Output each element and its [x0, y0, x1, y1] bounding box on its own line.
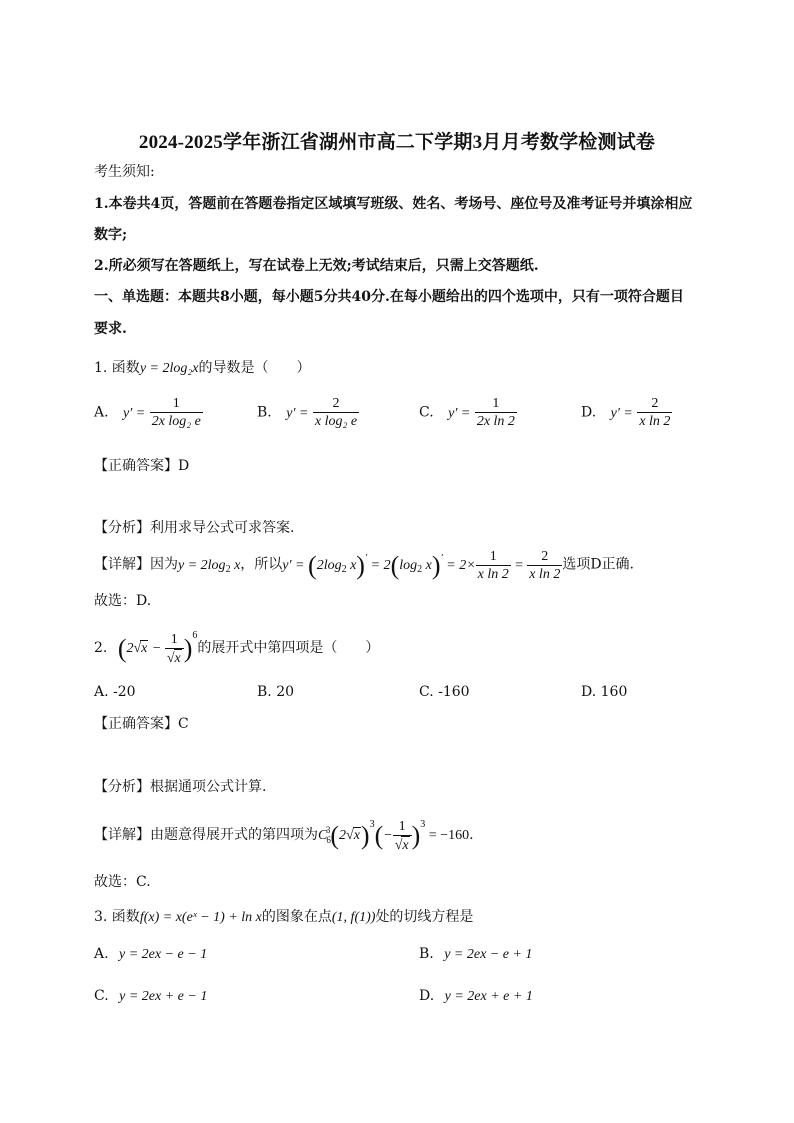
question-2: [94, 630, 379, 667]
option-text: 20: [276, 684, 295, 700]
detail-math: $C_6^3(2√x)^3(-$ $\frac{1}{√x}$ )$^3$: [318, 819, 426, 853]
option-lhs: y′ =: [610, 405, 633, 421]
fraction-num: 1: [150, 395, 203, 413]
question-3-point: (1, f(1)): [331, 910, 376, 925]
option-text: y = 2ex + e + 1: [444, 989, 533, 1004]
detail-mid: ，所以: [240, 556, 283, 573]
option-text: y = 2ex − e − 1: [119, 947, 208, 962]
option-text: y = 2ex + e − 1: [119, 989, 208, 1004]
option-text: -20: [113, 684, 136, 700]
fraction-den: x log₂ e: [314, 414, 358, 429]
option-text: y = 2ex − e + 1: [444, 947, 533, 962]
option-lhs: y′ =: [286, 405, 309, 421]
option-label: D.: [419, 988, 435, 1004]
option-label: A.: [94, 946, 109, 962]
q1-detail: [94, 548, 634, 583]
fraction-num: 1: [475, 395, 517, 413]
fraction-den: 2x log₂ e: [151, 414, 201, 429]
detail-period: .: [469, 827, 474, 844]
q3-option-c: [94, 988, 207, 1005]
q1-option-b: [257, 395, 359, 430]
question-3-function: f(x) = x(eˣ − 1) + ln x: [139, 910, 262, 925]
q2-analysis: 【分析】根据通项公式计算.: [94, 779, 267, 795]
question-2-suffix: 的展开式中第四项是（ ）: [197, 640, 380, 656]
option-fraction: [475, 395, 517, 430]
question-2-prefix: 2.: [94, 640, 108, 656]
q2-detail: [94, 818, 474, 854]
question-3: [94, 906, 473, 926]
option-label: A.: [94, 404, 109, 421]
question-2-expression: (2√x − $\frac{1}{√x}$ )$^6$: [117, 630, 198, 666]
option-label: D.: [581, 404, 597, 421]
option-lhs: y′ =: [123, 405, 146, 421]
question-3-mid: 的图象在点: [261, 909, 332, 925]
option-label: C.: [419, 684, 434, 700]
option-text: 160: [600, 684, 628, 700]
q3-option-d: [419, 988, 533, 1005]
q1-analysis: 【分析】利用求导公式可求答案.: [94, 520, 295, 536]
question-1: [94, 357, 310, 377]
q2-answer: 【正确答案】C: [94, 716, 189, 732]
fraction-den: 2x ln 2: [476, 414, 515, 429]
option-label: A.: [94, 684, 109, 700]
detail-prefix: 【详解】由题意得展开式的第四项为: [94, 827, 318, 844]
q1-option-c: [419, 395, 517, 430]
q1-conclusion: 故选：D.: [94, 593, 152, 609]
option-fraction: [637, 395, 672, 430]
question-1-prefix: 1. 函数: [94, 360, 140, 376]
detail-prefix: 【详解】因为: [94, 556, 178, 573]
q2-option-a: [94, 684, 136, 700]
option-text: -160: [438, 684, 470, 700]
detail-suffix: 选项D正确.: [562, 556, 635, 573]
q1-option-a: [94, 395, 203, 430]
fraction-num: 2: [313, 395, 359, 413]
question-3-suffix: 处的切线方程是: [375, 909, 474, 925]
q1-option-d: [581, 395, 672, 430]
option-fraction: [313, 395, 359, 430]
option-label: D.: [581, 684, 597, 700]
detail-math-2: $y' = (2\log_2$ $x)' = 2(\log_2$ x)′ = 2× $\frac{1}{\text{x ln 2}}$ = $\frac{2}{\text{x ln 2}}$: [282, 549, 561, 582]
option-fraction: [150, 395, 203, 430]
option-label: B.: [257, 404, 272, 421]
notice-item-1: 1.本卷共4页，答题前在答题卷指定区域填写班级、姓名、考场号、座位号及准考证号并填涂相应: [94, 196, 693, 212]
option-lhs: y′ =: [448, 405, 471, 421]
notice-heading: 考生须知:: [94, 164, 155, 180]
fraction-den: x ln 2: [639, 414, 671, 429]
q2-conclusion: 故选：C.: [94, 874, 151, 890]
detail-math-1: $y = 2\log_2$ x: [178, 557, 241, 575]
q2-option-b: [257, 684, 294, 700]
fraction-num: 2: [637, 395, 672, 413]
section-heading-cont: 要求.: [94, 321, 127, 337]
notice-item-1-cont: 数字;: [94, 227, 128, 243]
section-heading: 一、单选题：本题共8小题，每小题5分共40分.在每小题给出的四个选项中，只有一项符合题目: [94, 289, 684, 305]
option-label: C.: [94, 988, 109, 1004]
option-label: C.: [419, 404, 434, 421]
question-3-prefix: 3. 函数: [94, 909, 140, 925]
question-1-suffix: 的导数是（ ）: [198, 360, 311, 376]
option-label: B.: [419, 946, 434, 962]
question-1-function: y = 2log₂x: [139, 361, 199, 376]
q2-option-d: [581, 684, 627, 700]
q1-answer: 【正确答案】D: [94, 458, 190, 474]
q2-option-c: [419, 684, 470, 700]
q3-option-b: [419, 946, 532, 963]
option-label: B.: [257, 684, 272, 700]
page-title: 2024-2025学年浙江省湖州市高二下学期3月月考数学检测试卷: [138, 132, 656, 153]
detail-result: = −160: [428, 828, 470, 844]
q3-option-a: [94, 946, 207, 963]
notice-item-2: 2.所必须写在答题纸上，写在试卷上无效;考试结束后，只需上交答题纸.: [94, 258, 539, 274]
